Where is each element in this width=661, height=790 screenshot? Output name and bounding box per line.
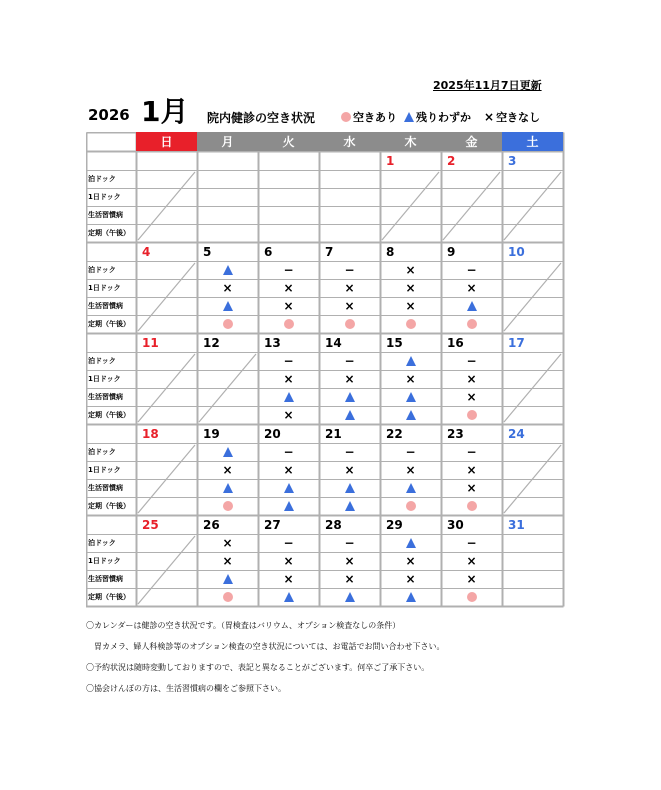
availability-cell [380, 443, 441, 461]
availability-cell [258, 497, 319, 515]
availability-cell [441, 443, 502, 461]
triangle-icon [345, 410, 355, 420]
category-label: 定期（午後） [88, 411, 130, 419]
circle-icon [406, 319, 416, 329]
availability-cell [319, 388, 380, 406]
legend-full-label: 空きなし [496, 111, 541, 124]
dash-icon: − [405, 445, 416, 459]
date-number: 15 [386, 335, 403, 350]
availability-cell [319, 534, 380, 552]
availability-cell [197, 279, 258, 297]
triangle-icon [406, 592, 416, 602]
triangle-icon [406, 356, 416, 366]
circle-icon [223, 319, 233, 329]
availability-cell [197, 443, 258, 461]
dash-icon: − [283, 445, 294, 459]
availability-cell [258, 315, 319, 333]
date-number: 26 [203, 517, 220, 532]
availability-cell [319, 552, 380, 570]
category-label: 泊ドック [88, 539, 116, 547]
date-number: 9 [447, 244, 456, 259]
circle-icon [223, 501, 233, 511]
date-number: 13 [264, 335, 281, 350]
availability-cell [258, 261, 319, 279]
availability-cell [441, 315, 502, 333]
cross-icon: × [283, 299, 294, 313]
date-number: 14 [325, 335, 342, 350]
availability-cell [258, 388, 319, 406]
cross-icon: × [466, 481, 477, 495]
availability-cell [319, 588, 380, 606]
availability-cell [441, 479, 502, 497]
cross-icon: × [405, 572, 416, 586]
triangle-icon [223, 574, 233, 584]
legend-available-label: 空きあり [353, 111, 397, 124]
note-2: 胃カメラ、婦人科検診等のオプション検査の空き状況については、お電話でお問い合わせ下さい。 [86, 642, 445, 651]
date-number: 31 [508, 517, 525, 532]
note-3: 〇予約状況は随時変動しておりますので、表記と異なることがございます。何卒ご了承下さい。 [86, 663, 430, 672]
availability-cell [380, 315, 441, 333]
triangle-icon [404, 112, 414, 122]
cross-icon: × [283, 281, 294, 295]
cross-icon: × [222, 554, 233, 568]
dash-icon: − [344, 445, 355, 459]
note-1: 〇カレンダーは健診の空き状況です。（胃検査はバリウム、オプション検査なしの条件） [86, 621, 401, 630]
date-number: 5 [203, 244, 212, 259]
availability-cell [380, 370, 441, 388]
cross-icon: × [344, 281, 355, 295]
availability-cell [380, 261, 441, 279]
availability-cell [380, 279, 441, 297]
cross-icon: × [344, 299, 355, 313]
cross-icon: × [405, 463, 416, 477]
cross-icon: × [466, 554, 477, 568]
availability-cell [319, 370, 380, 388]
date-number: 3 [508, 153, 517, 168]
date-number: 8 [386, 244, 395, 259]
weekday-header: 金 [441, 132, 502, 151]
cross-icon: × [405, 281, 416, 295]
availability-cell [380, 297, 441, 315]
category-label: 1日ドック [88, 193, 121, 201]
weekday-header: 火 [258, 132, 319, 151]
cross-icon: × [405, 372, 416, 386]
availability-cell [319, 352, 380, 370]
category-label: 生活習慣病 [88, 302, 123, 310]
availability-cell [441, 497, 502, 515]
date-number: 4 [142, 244, 151, 259]
availability-cell [258, 406, 319, 424]
date-number: 28 [325, 517, 342, 532]
availability-cell [441, 352, 502, 370]
availability-cell [197, 570, 258, 588]
note-4: 〇協会けんぽの方は、生活習慣病の欄をご参照下さい。 [86, 684, 286, 693]
availability-cell [258, 297, 319, 315]
availability-cell [319, 461, 380, 479]
availability-cell [319, 315, 380, 333]
date-number: 21 [325, 426, 342, 441]
category-label: 定期（午後） [88, 229, 130, 237]
category-label: 1日ドック [88, 557, 121, 565]
cross-icon: × [283, 463, 294, 477]
legend-few-left-label: 残りわずか [416, 111, 471, 124]
date-number: 22 [386, 426, 403, 441]
availability-cell [197, 261, 258, 279]
date-number: 7 [325, 244, 334, 259]
circle-icon [341, 112, 351, 122]
circle-icon [467, 592, 477, 602]
availability-cell [380, 352, 441, 370]
circle-icon [284, 319, 294, 329]
availability-cell [258, 552, 319, 570]
date-number: 2 [447, 153, 456, 168]
availability-cell [441, 588, 502, 606]
cross-icon: × [405, 263, 416, 277]
calendar-year: 2026 [88, 106, 130, 124]
triangle-icon [406, 483, 416, 493]
category-label: 定期（午後） [88, 320, 130, 328]
category-label: 1日ドック [88, 466, 121, 474]
cross-icon: × [283, 554, 294, 568]
availability-cell [197, 479, 258, 497]
weekday-header: 土 [502, 132, 563, 151]
triangle-icon [223, 447, 233, 457]
availability-cell [441, 570, 502, 588]
legend-few-left [404, 109, 471, 125]
category-label: 生活習慣病 [88, 575, 123, 583]
cross-icon: × [283, 408, 294, 422]
category-label: 生活習慣病 [88, 211, 123, 219]
dash-icon: − [466, 536, 477, 550]
availability-cell [197, 588, 258, 606]
cross-icon: × [222, 463, 233, 477]
triangle-icon [345, 483, 355, 493]
dash-icon: − [466, 445, 477, 459]
calendar-month: 1月 [141, 95, 189, 128]
cross-icon: × [466, 572, 477, 586]
cross-icon: × [344, 372, 355, 386]
date-number: 6 [264, 244, 273, 259]
availability-cell [319, 279, 380, 297]
availability-cell [441, 370, 502, 388]
cross-icon: × [405, 554, 416, 568]
availability-cell [258, 352, 319, 370]
category-label: 泊ドック [88, 266, 116, 274]
availability-cell [380, 406, 441, 424]
availability-cell [258, 279, 319, 297]
availability-cell [258, 570, 319, 588]
cross-icon: × [344, 572, 355, 586]
availability-cell [319, 497, 380, 515]
dash-icon: − [344, 263, 355, 277]
triangle-icon [345, 392, 355, 402]
date-number: 29 [386, 517, 403, 532]
availability-cell [380, 534, 441, 552]
availability-cell [380, 479, 441, 497]
availability-cell [441, 534, 502, 552]
circle-icon [467, 319, 477, 329]
availability-cell [197, 315, 258, 333]
weekday-header: 水 [319, 132, 380, 151]
availability-cell [319, 261, 380, 279]
availability-cell [319, 443, 380, 461]
dash-icon: − [283, 354, 294, 368]
date-number: 11 [142, 335, 159, 350]
date-number: 25 [142, 517, 159, 532]
availability-cell [197, 552, 258, 570]
availability-cell [380, 570, 441, 588]
date-number: 1 [386, 153, 395, 168]
cross-icon: × [466, 390, 477, 404]
circle-icon [406, 501, 416, 511]
category-label: 定期（午後） [88, 502, 130, 510]
category-label: 生活習慣病 [88, 393, 123, 401]
date-number: 20 [264, 426, 281, 441]
cross-icon: × [344, 463, 355, 477]
availability-cell [441, 552, 502, 570]
date-number: 12 [203, 335, 220, 350]
availability-cell [441, 461, 502, 479]
date-number: 18 [142, 426, 159, 441]
cross-icon: × [405, 299, 416, 313]
triangle-icon [345, 592, 355, 602]
availability-cell [441, 279, 502, 297]
availability-cell [380, 588, 441, 606]
date-number: 30 [447, 517, 464, 532]
availability-cell [258, 443, 319, 461]
legend-full [484, 109, 540, 125]
category-label: 1日ドック [88, 375, 121, 383]
availability-cell [380, 497, 441, 515]
category-label: 泊ドック [88, 175, 116, 183]
dash-icon: − [344, 536, 355, 550]
calendar-title: 院内健診の空き状況 [207, 111, 316, 125]
cross-icon: × [466, 463, 477, 477]
category-label: 泊ドック [88, 357, 116, 365]
weekday-header: 月 [197, 132, 258, 151]
weekday-header: 日 [136, 132, 197, 151]
availability-cell [441, 406, 502, 424]
date-number: 16 [447, 335, 464, 350]
date-number: 10 [508, 244, 525, 259]
availability-cell [319, 479, 380, 497]
triangle-icon [467, 301, 477, 311]
availability-cell [197, 497, 258, 515]
availability-cell [258, 534, 319, 552]
legend-available [341, 109, 397, 125]
triangle-icon [223, 301, 233, 311]
date-number: 27 [264, 517, 281, 532]
dash-icon: − [283, 263, 294, 277]
triangle-icon [284, 392, 294, 402]
date-number: 17 [508, 335, 525, 350]
dash-icon: − [466, 354, 477, 368]
cross-icon: × [466, 372, 477, 386]
dash-icon: − [283, 536, 294, 550]
date-number: 24 [508, 426, 525, 441]
cross-icon: × [222, 536, 233, 550]
availability-cell [319, 570, 380, 588]
triangle-icon [406, 392, 416, 402]
availability-cell [197, 297, 258, 315]
availability-cell [441, 388, 502, 406]
availability-cell [380, 388, 441, 406]
availability-cell [319, 406, 380, 424]
circle-icon [345, 319, 355, 329]
dash-icon: − [466, 263, 477, 277]
date-number: 19 [203, 426, 220, 441]
availability-cell [441, 297, 502, 315]
updated-date: 2025年11月7日更新 [433, 79, 542, 92]
category-label: 生活習慣病 [88, 484, 123, 492]
circle-icon [467, 501, 477, 511]
circle-icon [223, 592, 233, 602]
category-label: 1日ドック [88, 284, 121, 292]
triangle-icon [223, 483, 233, 493]
triangle-icon [284, 592, 294, 602]
triangle-icon [284, 501, 294, 511]
category-label: 定期（午後） [88, 593, 130, 601]
date-number: 23 [447, 426, 464, 441]
cross-icon: × [344, 554, 355, 568]
availability-cell [197, 534, 258, 552]
availability-cell [441, 261, 502, 279]
cross-icon: × [222, 281, 233, 295]
availability-cell [258, 461, 319, 479]
triangle-icon [345, 501, 355, 511]
triangle-icon [406, 538, 416, 548]
availability-cell [258, 588, 319, 606]
category-label: 泊ドック [88, 448, 116, 456]
availability-cell [258, 479, 319, 497]
cross-icon: × [283, 572, 294, 586]
availability-cell [380, 461, 441, 479]
availability-cell [380, 552, 441, 570]
triangle-icon [223, 265, 233, 275]
availability-cell [197, 461, 258, 479]
cross-icon: × [466, 281, 477, 295]
cross-icon: × [484, 110, 495, 124]
cross-icon: × [283, 372, 294, 386]
weekday-header: 木 [380, 132, 441, 151]
circle-icon [467, 410, 477, 420]
dash-icon: − [344, 354, 355, 368]
triangle-icon [406, 410, 416, 420]
availability-cell [319, 297, 380, 315]
availability-cell [258, 370, 319, 388]
triangle-icon [284, 483, 294, 493]
